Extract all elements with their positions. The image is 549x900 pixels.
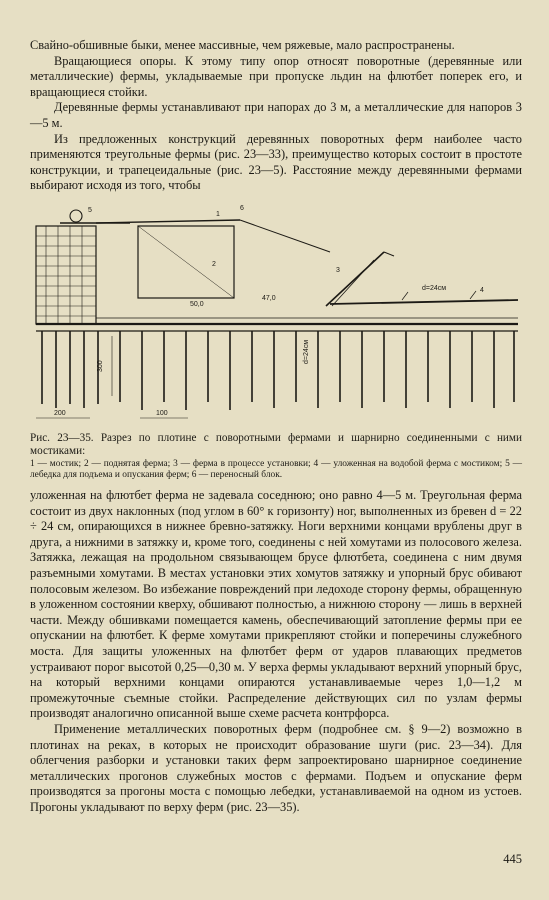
caption-legend: 1 — мостик; 2 — поднятая ферма; 3 — ферма в процессе установки; 4 — уложенная на водобой ферма с мостиком; 5 — лебедка для подъема и опускания ферм; 6 — переносный блок. [30, 459, 522, 480]
callout-4: 4 [480, 287, 484, 294]
dam-section-drawing [30, 196, 522, 432]
paragraph: Деревянные фермы устанавливают при напорах до 3 м, а металлические для напоров 3—5 м. [30, 100, 522, 130]
callout-5: 5 [88, 207, 92, 214]
paragraph: Вращающиеся опоры. К этому типу опор относят поворотные (деревянные или металлические) фермы, укладываемые при пропуске льдин на флютбет поперек его, и вращающиеся стойки. [30, 53, 522, 99]
elev-50: 50,0 [190, 301, 204, 308]
dim-d24-pile: d=24см [303, 339, 310, 364]
winch [70, 210, 82, 222]
bottom-text [30, 488, 522, 815]
top-text [30, 38, 522, 194]
elev-47: 47,0 [262, 295, 276, 302]
page-number: 445 [503, 852, 522, 866]
dim-d24-top: d=24см [422, 285, 447, 292]
paragraph: Из предложенных конструкций деревянных поворотных ферм наиболее часто применяются треугольные фермы (рис. 23—33), преимущество которых состоит в простоте конструкции, и трапецеидальные (рис. 23—5). Расстояние между деревянными фермами выбирают исходя из того, чтобы [30, 131, 522, 193]
paragraph: Свайно-обшивные быки, менее массивные, чем ряжевые, мало распространены. [30, 38, 455, 52]
figure-dam-section [30, 196, 522, 432]
abutment [36, 226, 96, 324]
callout-1: 1 [216, 211, 220, 218]
dim-100: 100 [156, 410, 168, 417]
paragraph: уложенная на флютбет ферма не задевала соседнюю; оно равно 4—5 м. Треугольная ферма состоит из двух наклонных (под углом в 60° к горизонту) ног, выполненных из бревен d = 22 ÷ 24 см, опирающихся в нижнее бревно-затяжку. Ноги верхними концами врублены друг в друга, а нижними в затяжку и, кроме того, соединены с ней хомутами из полосового железа. Затяжка, лежащая на продольном связывающем брусе флютбета, соединена с ним двумя разъемными хомутами. В местах установки этих хомутов затяжку и упорный брус обивают полосовым железом. Во избежание повреждений при ледоходе сторону фермы, обращенную в уложенном состоянии кверху, обшивают полностью, а нижнюю сторону — лишь в верхней части. Между обшивками помещается камень, обеспечивающий затопление фермы при ее опускании на флютбет. К ферме хомутами прикрепляют стойки и поперечины служебного моста. Для защиты уложенных на флютбет ферм от ударов плавающих предметов устраивают порог высотой 0,25—0,30 м. У верха фермы укладывают верхний упорный брус, на который верхними концами опираются устанавливаемые через 1,0—1,2 м промежуточные съемные стойки. Распределение действующих сил по узлам фермы производят аналогично описанной выше схеме расчета контрфорса. [30, 488, 522, 721]
piles [42, 331, 514, 410]
paragraph: Применение металлических поворотных ферм (подробнее см. § 9—2) возможно в плотинах на реках, в которых не происходит образование шуги (рис. 23—34). Для облегчения разборки и установки таких ферм запроектировано шарнирное соединение металлических прогонов служебных мостов с фермами. Подъем и опускание ферм производятся за прогоны моста с помощью лебедки, устанавливаемой на одном из устоев. Прогоны укладывают по верху ферм (рис. 23—35). [30, 721, 522, 814]
dim-200: 200 [54, 410, 66, 417]
caption-title: Рис. 23—35. Разрез по плотине с поворотными фермами и шарнирно соединенными с ними мостиками: [30, 432, 522, 457]
laid-truss [330, 300, 518, 304]
callout-2: 2 [212, 261, 216, 268]
figure-caption [30, 432, 522, 481]
callout-6: 6 [240, 205, 244, 212]
dim-300: 300 [97, 360, 104, 372]
callout-3: 3 [336, 267, 340, 274]
service-bridge [96, 220, 240, 223]
installing-truss [326, 252, 384, 306]
